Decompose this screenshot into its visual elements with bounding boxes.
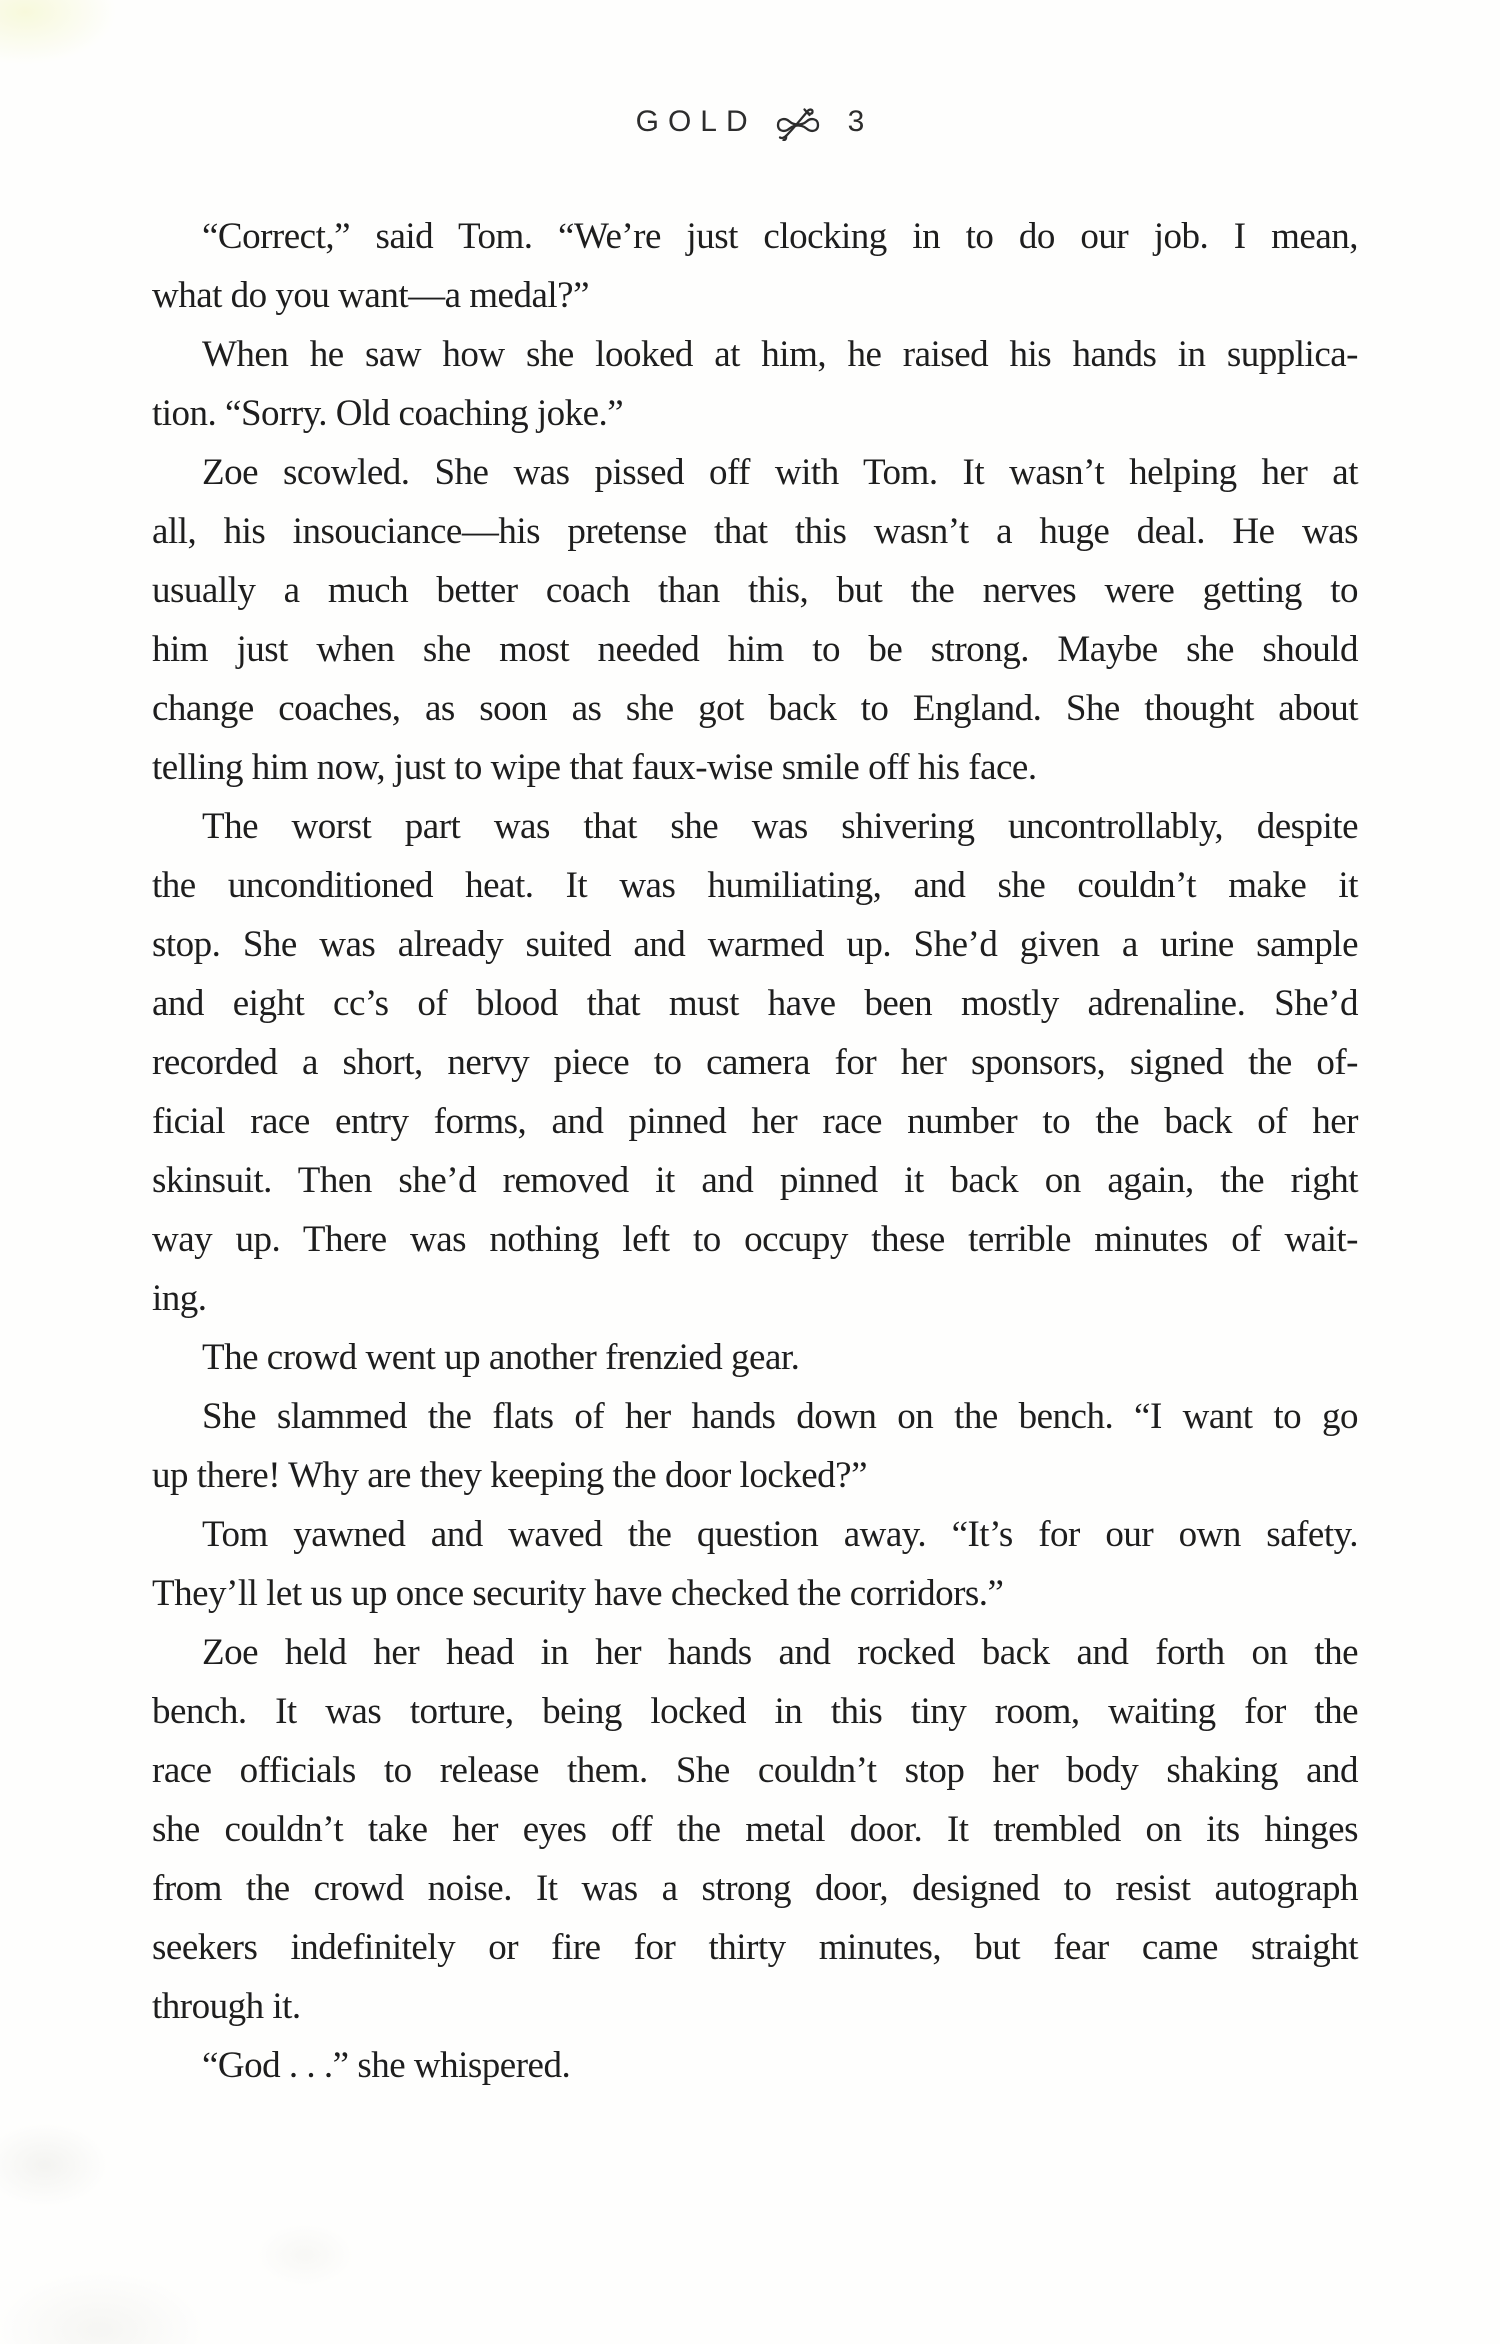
body-line: recorded a short, nervy piece to camera for her sponsors, signed the of-: [152, 1042, 1358, 1083]
fleuron-ornament-icon: [773, 105, 823, 141]
body-line: “Correct,” said Tom. “We’re just clocking in to do our job. I mean,: [202, 216, 1358, 257]
body-line: When he saw how she looked at him, he raised his hands in supplica-: [202, 334, 1358, 375]
body-line: skinsuit. Then she’d removed it and pinned it back on again, the right: [152, 1160, 1358, 1201]
body-line: all, his insouciance—his pretense that this wasn’t a huge deal. He was: [152, 511, 1358, 552]
body-line: She slammed the flats of her hands down on the bench. “I want to go: [202, 1396, 1358, 1437]
page-number: 3: [847, 105, 874, 138]
body-line: telling him now, just to wipe that faux-wise smile off his face.: [152, 747, 1037, 788]
body-line: The crowd went up another frenzied gear.: [202, 1337, 800, 1378]
body-line: tion. “Sorry. Old coaching joke.”: [152, 393, 624, 434]
body-line: Zoe scowled. She was pissed off with Tom. It wasn’t helping her at: [202, 452, 1358, 493]
body-line: way up. There was nothing left to occupy these terrible minutes of wait-: [152, 1219, 1358, 1260]
body-line: Tom yawned and waved the question away. “It’s for our own safety.: [202, 1514, 1358, 1555]
body-line: “God . . .” she whispered.: [202, 2045, 571, 2086]
body-line: They’ll let us up once security have checked the corridors.”: [152, 1573, 1004, 1614]
body-line: race officials to release them. She couldn’t stop her body shaking and: [152, 1750, 1358, 1791]
body-line: bench. It was torture, being locked in this tiny room, waiting for the: [152, 1691, 1358, 1732]
body-line: seekers indefinitely or fire for thirty minutes, but fear came straight: [152, 1927, 1358, 1968]
body-line: she couldn’t take her eyes off the metal door. It trembled on its hinges: [152, 1809, 1358, 1850]
body-line: the unconditioned heat. It was humiliating, and she couldn’t make it: [152, 865, 1358, 906]
body-line: what do you want—a medal?”: [152, 275, 590, 316]
body-line: Zoe held her head in her hands and rocked back and forth on the: [202, 1632, 1358, 1673]
body-line: ficial race entry forms, and pinned her race number to the back of her: [152, 1101, 1358, 1142]
body-line: ing.: [152, 1278, 207, 1319]
body-line: up there! Why are they keeping the door locked?”: [152, 1455, 868, 1496]
body-line: him just when she most needed him to be strong. Maybe she should: [152, 629, 1358, 670]
body-line: stop. She was already suited and warmed up. She’d given a urine sample: [152, 924, 1358, 965]
body-line: usually a much better coach than this, but the nerves were getting to: [152, 570, 1358, 611]
body-text: [152, 207, 1358, 2095]
body-line: The worst part was that she was shivering uncontrollably, despite: [202, 806, 1358, 847]
running-header: [0, 103, 1500, 141]
body-line: from the crowd noise. It was a strong door, designed to resist autograph: [152, 1868, 1358, 1909]
book-title: GOLD: [635, 105, 757, 138]
body-line: and eight cc’s of blood that must have been mostly adrenaline. She’d: [152, 983, 1358, 1024]
body-line: change coaches, as soon as she got back to England. She thought about: [152, 688, 1358, 729]
body-line: through it.: [152, 1986, 301, 2027]
